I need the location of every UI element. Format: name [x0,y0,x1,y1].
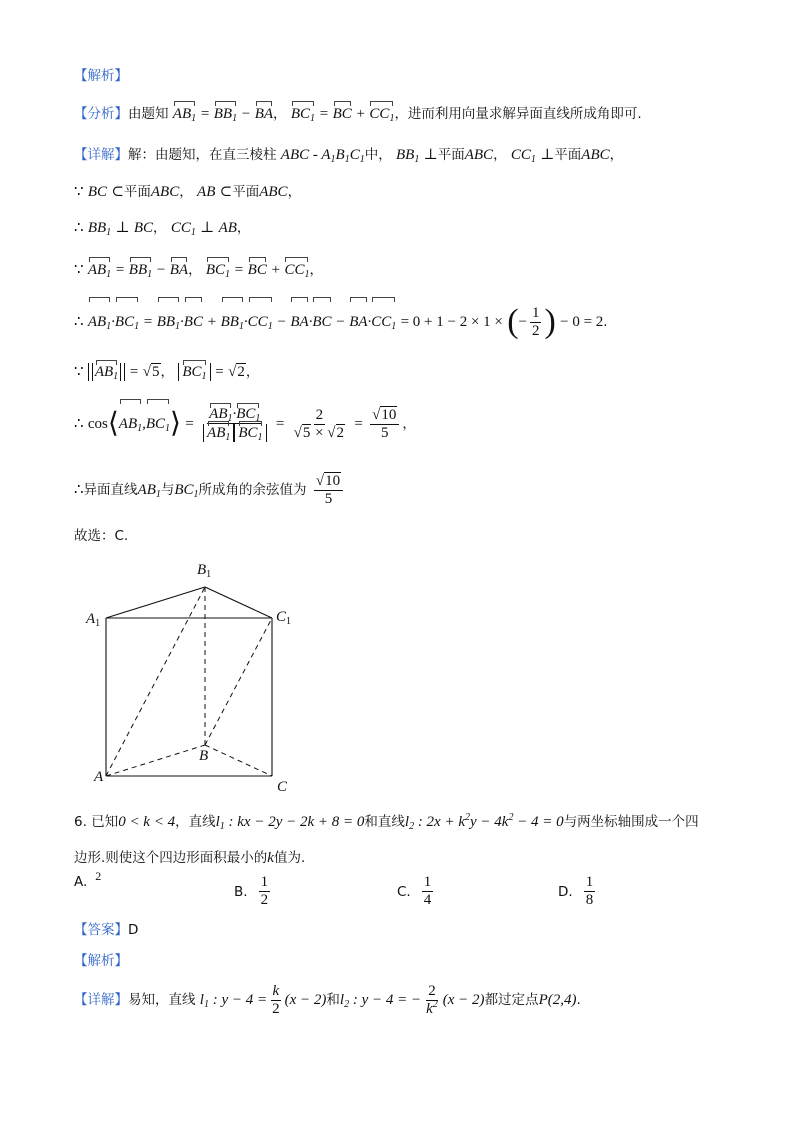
magnitude-line: ∵ $AB_1 = √5$， $BC_1 = √2$， [74,364,260,382]
plane-word: 平面 [554,147,582,163]
option-c-den: 4 [423,892,432,908]
dot-product-line: ∴ $AB_1\cdot BC_1 = BB_1\cdot BC + BB_1\cdot CC_1 - BA\cdot BC - BA\cdot CC_1 = 0 + 1 - 2 \times 1$ × (− $\frac{1}{2}$ ) − 0 = 2. [74,300,608,344]
analysis-pre: 由题知 [128,106,169,122]
option-b-label: B. [234,883,248,900]
vector-equation-1: $AB_1 = BB_1$ − BA [172,106,274,124]
because-line-2: ∵ $AB_1 = BB_1$ − BA， $BC_1$ = BC + $CC_1$， [74,262,323,280]
edge-b1c1 [205,587,272,618]
option-a-label: A. [74,874,88,890]
q6-text-4: 与两坐标轴围成一个四 [563,814,699,830]
option-c-label: C. [397,883,411,900]
dot-value: = 0 + 1 − 2 × 1 × [400,314,503,330]
edge-bc [205,745,272,776]
detail-tag: 【详解】 [74,147,128,163]
analysis-line: 【分析】由题知 $AB_1 = BB_1$ − BA， $BC_1$ = BC + $CC_1$，进而利用向量求解异面直线所成角即可. [74,106,642,124]
question-6-line-2: 边形.则使这个四边形面积最小的k值为. [74,850,306,866]
option-d[interactable] [558,874,598,909]
option-a-value: 2 [95,868,102,883]
conclusion-text-1: 异面直线 [83,482,138,498]
label-b1: $B_1$ [197,562,212,580]
because-line-1: ∵ BC ⊂平面ABC， AB ⊂平面ABC， [74,184,302,200]
cos-label: cos [87,416,108,432]
fixed-point: P(2,4) [538,992,577,1008]
q6-text-2: ，直线 [175,814,216,830]
option-b-den: 2 [260,892,269,908]
label-a1: $A_1$ [86,611,101,629]
plane-word: 平面 [232,184,260,200]
detail-text-2: 中， [364,147,392,163]
option-d-den: 8 [585,892,594,908]
q6-text-5: 边形.则使这个四边形面积最小的 [74,850,268,866]
analysis-tag: 【分析】 [74,106,128,122]
cosine-line: ∴ $\cos⟨AB_1,BC_1⟩$ = $\frac{AB_1\cdot BC_1}{AB_1 BC_1}$ = $\frac{2}{√5 \times √2}$ = $\frac{√10}{5}$ ， [74,402,416,446]
q6-analysis-heading: 【解析】 [74,953,128,969]
option-c[interactable] [397,874,436,909]
label-c1: $C_1$ [276,609,292,627]
detail-line: 【详解】解：由题知，在直三棱柱 ABC - $A_1B_1C_1$中， $BB_1$ ⊥平面ABC， $CC_1$ ⊥平面ABC， [74,147,624,165]
option-d-label: D. [558,883,573,900]
q6-text-1: 已知 [91,814,119,830]
question-6-line-1: 6. 已知0 < k < 4，直线$l_1$ : kx − 2y − 2k + 8 = 0和直线$l_2$ : $2x + k^2y - 4k^2 - 4 = 0$与两坐标轴围成一个四 [74,812,699,832]
option-d-num: 1 [585,874,594,890]
question-number: 6. [74,814,87,830]
q6-text-3: 和直线 [364,814,405,830]
choice-line: 故选：C. [74,528,129,544]
conclusion-text-2: 与 [160,482,175,498]
answer-line [74,920,138,940]
edge-a1b1 [106,587,205,618]
q6-text-6: 值为. [273,850,306,866]
analysis-heading: 【解析】 [74,68,128,84]
q6-detail-tag: 【详解】 [74,992,128,1008]
q6-detail-line: 【详解】易知，直线 $l_1$ : y − 4 = $\frac{k}{2}$ (x − 2)和$l_2$ : y − 4 = − $\frac{2}{k^2}$ (x − 2)都过定点P(2,4). [74,982,581,1017]
label-a: A [94,769,104,785]
detail-text-1: 解：由题知，在直三棱柱 [128,147,277,163]
detail-text-3: 平面 [437,147,465,163]
option-b-num: 1 [260,874,269,890]
vector-equation-2: $BC_1$ = BC + $CC_1$ [290,106,395,124]
dot-end: − 0 = 2 [560,314,604,330]
answer-tag: 【答案】 [74,922,128,938]
edge-ab [106,745,205,776]
q6-detail-text-2: 和 [326,992,340,1008]
plane-word: 平面 [123,184,151,200]
label-b: B [199,748,209,764]
diag-bc1 [205,618,272,745]
q6-detail-text-3: 都过定点 [484,992,539,1008]
answer-value: D [128,922,139,938]
analysis-post: ，进而利用向量求解异面直线所成角即可. [394,106,642,122]
diag-ab1 [106,587,205,776]
label-c: C [277,779,288,795]
option-c-num: 1 [423,874,432,890]
option-b[interactable] [234,874,273,909]
option-a[interactable] [74,868,102,890]
conclusion-line: ∴异面直线$AB_1$与$BC_1$所成角的余弦值为 $\frac{√10}{5}$ [74,468,346,512]
q6-detail-text-1: 易知，直线 [128,992,196,1008]
conclusion-text-3: 所成角的余弦值为 [198,482,307,498]
therefore-line-1: ∴ $BB_1$ ⊥ BC， $CC_1$ ⊥ AB， [74,220,251,238]
